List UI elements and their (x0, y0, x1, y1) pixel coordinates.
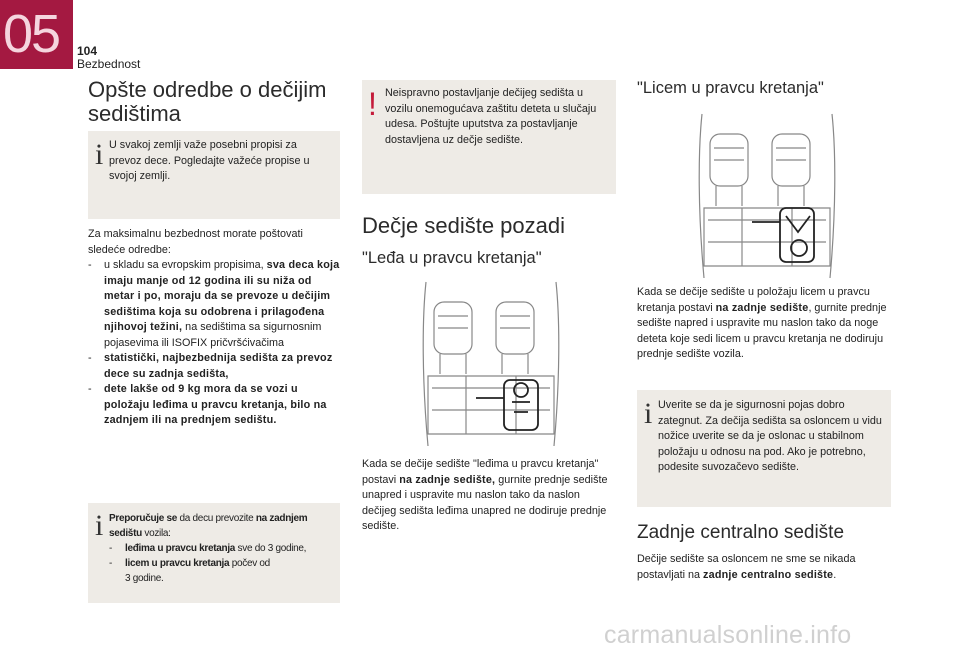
rear-facing-seat-illustration (420, 280, 562, 448)
watermark: carmanualsonline.info (604, 621, 852, 649)
rule-item: - statistički, najbezbednija sedišta za prevoz dece su zadnja sedišta, (88, 352, 333, 380)
rule-item: - u skladu sa evropskim propisima, sva deca koja imaju manje od 12 godina ili su niža od metar i po, moraju da se prevoze u dečijim sedištima koja su odobrena i prilagođena njihovoj težini, na sedištima sa sigurnosnim pojasevima ili ISOFIX pričvršćivačima (88, 259, 340, 349)
section-name: Bezbednost (77, 57, 141, 71)
page-number: 104 (77, 44, 98, 58)
subtitle-rear-facing: "Leđa u pravcu kretanja" (362, 249, 542, 267)
info-box-text: U svakoj zemlji važe posebni propisi za prevoz dece. Pogledajte važeće propise u svojoj zemlji. (109, 139, 310, 182)
rules-intro: Za maksimalnu bezbednost morate poštovati sledeće odredbe: - u skladu sa evropskim propisima, sva deca koja imaju manje od 12 godina ili su niža od metar i po, moraju da se prevoze u dečijim sedištima koja su odobrena i prilagođena njihovoj težini, na sedištima sa sigurnosnim pojasevima ili ISOFIX pričvršćivačima - statistički, najbezbednija sedišta za prevoz dece su zadnja sedišta, - dete lakše od 9 kg mora da se vozi u položaju leđima u pravcu kretanja, bilo na zadnjem ili na prednjem sedištu. (88, 227, 344, 429)
chapter-number: 05 (3, 4, 60, 64)
seatbelt-info-text: Uverite se da je sigurnosni pojas dobro zategnut. Za dečija sedišta sa osloncem u vidu nožice uverite se da je oslonac u stabilnom položaju u odnosu na pod. Ako je potrebno, podesite suvozačevo sedište. (658, 399, 882, 473)
forward-facing-seat-illustration (696, 112, 838, 280)
rule-item: - dete lakše od 9 kg mora da se vozi u položaju leđima u pravcu kretanja, bilo na zadnjem ili na prednjem sedištu. (88, 383, 327, 426)
info-icon: i (95, 509, 104, 542)
warning-box-text: Neispravno postavljanje dečijeg sedišta u vozilu onemogućava zaštitu deteta u slučaju udesa. Poštujte uputstva za postavljanje dostavljena uz dečje sedište. (385, 87, 597, 146)
subtitle-forward-facing: "Licem u pravcu kretanja" (637, 79, 824, 97)
car-interior-rear-facing-icon (420, 280, 562, 448)
chapter-tab (0, 0, 73, 69)
rear-center-text: Dečije sedište sa osloncem ne sme se nikada postavljati na zadnje centralno sedište. (637, 553, 856, 581)
warning-box (362, 80, 616, 194)
info-icon: i (644, 397, 653, 430)
info-box-regulations (88, 131, 340, 219)
forward-facing-text: Kada se dečije sedište u položaju licem u pravcu kretanja postavi na zadnje sedište, gurnite prednje sedište napred i uspravite mu naslon tako da noge deteta koje sedi licem u pravcu kretanja ne dodiruju prednje sedište vozila. (637, 286, 887, 360)
info-box-recommendation (88, 503, 340, 603)
info-icon: i (95, 138, 104, 171)
rear-facing-text: Kada se dečije sedište "leđima u pravcu kretanja" postavi na zadnje sedište, gurnite prednje sedište unapred i uspravite mu naslon tako da naslon dečijeg sedišta leđima unapred ne dodiruje prednje sedište. (362, 458, 608, 532)
info-box-seatbelt (637, 390, 891, 507)
section-title-rear-seat: Dečje sedište pozadi (362, 213, 566, 238)
car-interior-forward-facing-icon (696, 112, 838, 280)
warning-icon: ! (368, 86, 377, 122)
recommendation-text: Preporučuje se da decu prevozite na zadnjem sedištu vozila: - leđima u pravcu kretanja sve do 3 godine, - licem u pravcu kretanja počev od 3 godine. (109, 513, 308, 584)
section-title-rear-center: Zadnje centralno sedište (637, 522, 845, 543)
section-title-general: Opšte odredbe o dečijim sedištima (88, 77, 327, 126)
